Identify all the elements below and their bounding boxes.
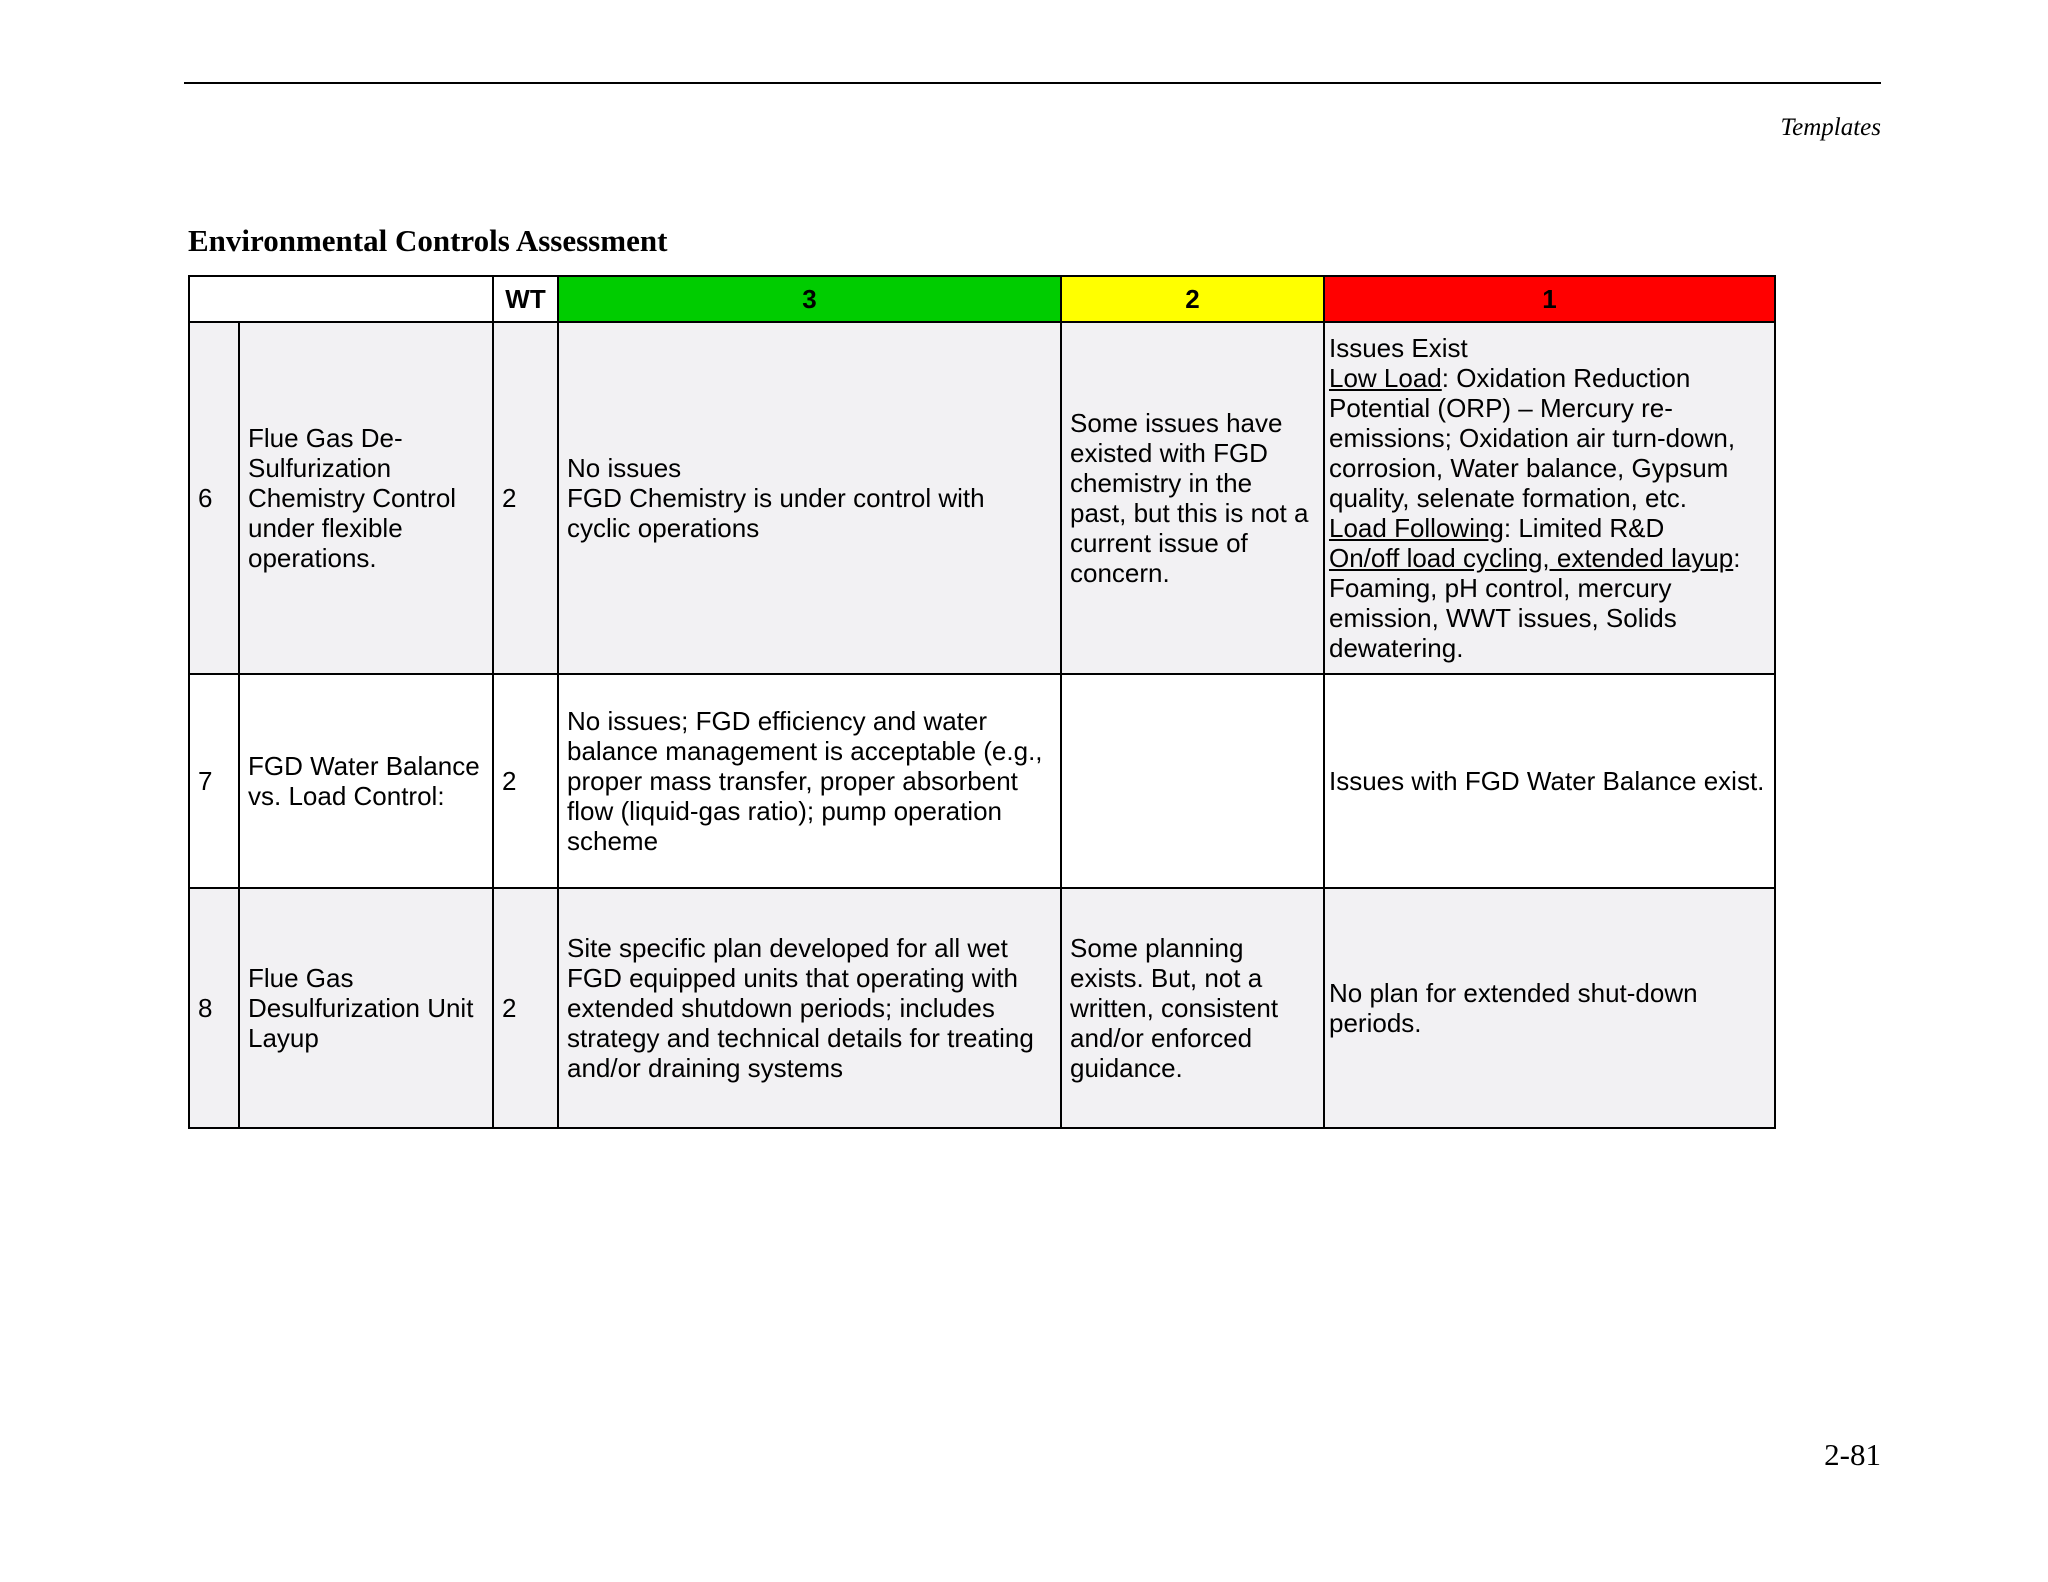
score-1-intro: Issues Exist (1329, 333, 1468, 363)
row-score-2: Some planning exists. But, not a written, consistent and/or enforced guidance. (1061, 888, 1324, 1128)
onoff-label: On/off load cycling, extended layup (1329, 543, 1734, 573)
row-score-2 (1061, 674, 1324, 888)
running-header: Templates (1780, 114, 1881, 141)
header-blank-cell (189, 276, 493, 322)
row-item: Flue Gas Desulfurization Unit Layup (239, 888, 493, 1128)
row-score-1: No plan for extended shut-down periods. (1324, 888, 1775, 1128)
top-rule (184, 82, 1881, 84)
row-item: Flue Gas De-Sulfurization Chemistry Control under flexible operations. (239, 322, 493, 674)
table-row (189, 888, 1775, 1128)
assessment-table (188, 275, 1776, 1129)
score-3-line: FGD Chemistry is under control with cyclic operations (567, 483, 985, 543)
row-weight: 2 (493, 888, 558, 1128)
header-row (189, 276, 1775, 322)
score-3-line: No issues (567, 453, 682, 483)
row-weight: 2 (493, 322, 558, 674)
score-1-load-following (1329, 513, 1770, 543)
row-score-3 (558, 322, 1061, 674)
row-number: 6 (189, 322, 239, 674)
row-score-1 (1324, 322, 1775, 674)
score-1-low-load (1329, 363, 1770, 513)
row-number: 8 (189, 888, 239, 1128)
row-score-1: Issues with FGD Water Balance exist. (1324, 674, 1775, 888)
table-row (189, 322, 1775, 674)
header-score-2: 2 (1061, 276, 1324, 322)
row-score-3: Site specific plan developed for all wet FGD equipped units that operating with extended shutdown periods; includes strategy and technical details for treating and/or draining systems (558, 888, 1061, 1128)
load-following-text: : Limited R&D (1503, 513, 1665, 543)
low-load-text: : Oxidation Reduction Potential (ORP) – Mercury re-emissions; Oxidation air turn-down, corrosion, Water balance, Gypsum quality, selenate formation, etc. (1329, 363, 1736, 513)
row-item: FGD Water Balance vs. Load Control: (239, 674, 493, 888)
section-title: Environmental Controls Assessment (188, 223, 668, 258)
row-score-3: No issues; FGD efficiency and water balance management is acceptable (e.g., proper mass transfer, proper absorbent flow (liquid-gas ratio); pump operation scheme (558, 674, 1061, 888)
page-number: 2-81 (1824, 1437, 1881, 1472)
row-score-2: Some issues have existed with FGD chemistry in the past, but this is not a current issue of concern. (1061, 322, 1324, 674)
header-score-1: 1 (1324, 276, 1775, 322)
header-wt: WT (493, 276, 558, 322)
onoff-text: : Foaming, pH control, mercury emission, WWT issues, Solids dewatering. (1329, 543, 1741, 663)
header-score-3: 3 (558, 276, 1061, 322)
low-load-label: Low Load (1329, 363, 1442, 393)
load-following-label: Load Following (1329, 513, 1504, 543)
score-1-onoff (1329, 543, 1770, 663)
row-weight: 2 (493, 674, 558, 888)
row-number: 7 (189, 674, 239, 888)
table-row (189, 674, 1775, 888)
